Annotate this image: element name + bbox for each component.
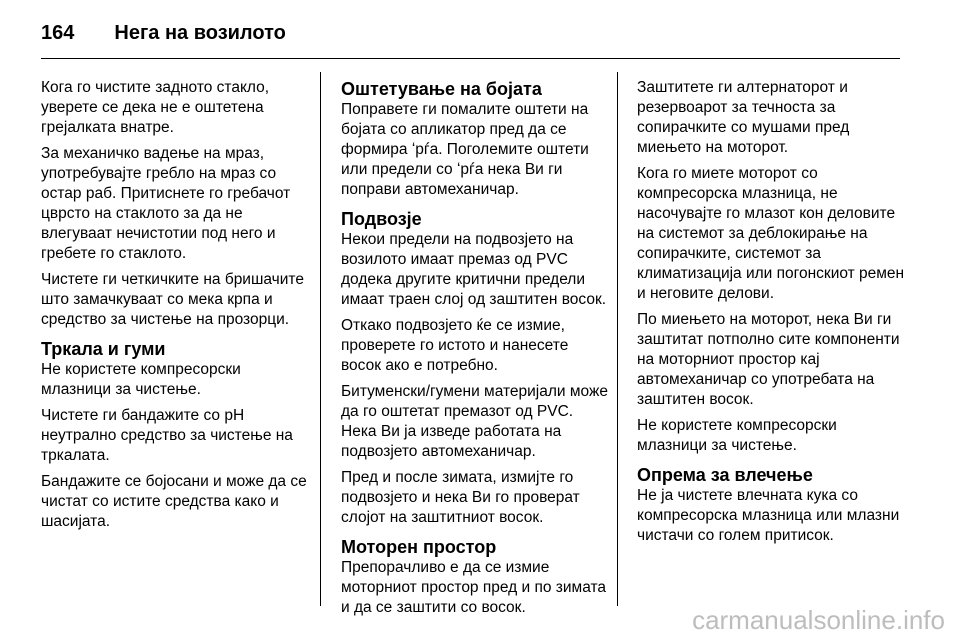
paragraph: Откако подвозјето ќе се измие, проверете го истото и нанесете восок ако е потребно. xyxy=(341,317,569,374)
paragraph: Не користете компресорски млазници за чистење. xyxy=(41,361,241,398)
paragraph: Чистете ги четкичките на бришачите што замачкуваат со мека крпа и средство за чистење на прозорци. xyxy=(41,271,304,328)
section-heading: Моторен простор xyxy=(341,537,497,557)
page-number: 164 xyxy=(41,22,75,44)
paragraph: По миењето на моторот, нека Ви ги заштитат потполно сите компоненти на моторниот простор кај автомеханичар со употребата на заштитен восок. xyxy=(637,311,900,408)
paragraph: Пред и после зимата, измијте го подвозјето и нека Ви го проверат слојот на заштитниот восок. xyxy=(341,469,580,526)
paragraph: Препорачливо е да се измие моторниот простор пред и по зимата и да се заштити со восок. xyxy=(341,559,607,616)
paragraph: Бандажите се бојосани и може да се чистат со истите средства како и шасијата. xyxy=(41,473,307,530)
column-2 xyxy=(341,78,609,624)
column-3 xyxy=(637,78,905,552)
paragraph: Некои предели на подвозјето на возилото имаат премаз од PVC додека другите критични предели имаат траен слој од заштитен восок. xyxy=(341,231,607,308)
paragraph: Кога го чистите задното стакло, уверете се дека не е оштетена грејалката внатре. xyxy=(41,79,270,136)
paragraph: Битуменски/гумени материјали може да го оштетат премазот од PVC. Нека Ви ја изведе работата на подвозјето автомеханичар. xyxy=(341,383,608,460)
watermark-text: carmanualsonline.info xyxy=(692,605,945,635)
section-heading: Подвозје xyxy=(341,209,422,229)
paragraph: Не ја чистете влечната кука со компресорска млазница или млазни чистачи со голем притисок. xyxy=(637,487,900,544)
paragraph: Заштитете ги алтернаторот и резервоарот за течноста за сопирачките со мушами пред миењето на моторот. xyxy=(637,79,850,156)
paragraph: Кога го миете моторот со компресорска млазница, не насочувајте го млазот кон деловите на системот за деблокирање на сопирачките, системот за климатизација или погонскиот ремен и неговите делови. xyxy=(637,165,905,302)
section-heading: Оштетување на бојата xyxy=(341,79,542,99)
paragraph: За механичко вадење на мраз, употребувајте гребло на мраз со остар раб. Притиснете го гребачот цврсто на стаклото за да не влегуваат нечистотии под него и гребете го стаклото. xyxy=(41,145,291,262)
paragraph: Не користете компресорски млазници за чистење. xyxy=(637,417,837,454)
header-rule xyxy=(41,58,900,59)
paragraph: Чистете ги бандажите со pH неутрално средство за чистење на тркалата. xyxy=(41,407,293,464)
page-header xyxy=(41,22,286,45)
column-1 xyxy=(41,78,309,538)
page-title: Нега на возилото xyxy=(114,22,286,44)
section-heading: Опрема за влечење xyxy=(637,465,813,485)
paragraph: Поправете ги помалите оштети на бојата со апликатор пред да се формира ʻрѓа. Поголемите оштети или предели со ʻрѓа нека Ви ги поправи автомеханичар. xyxy=(341,101,589,198)
column-divider xyxy=(617,72,618,606)
section-heading: Тркала и гуми xyxy=(41,339,166,359)
column-divider xyxy=(320,72,321,606)
